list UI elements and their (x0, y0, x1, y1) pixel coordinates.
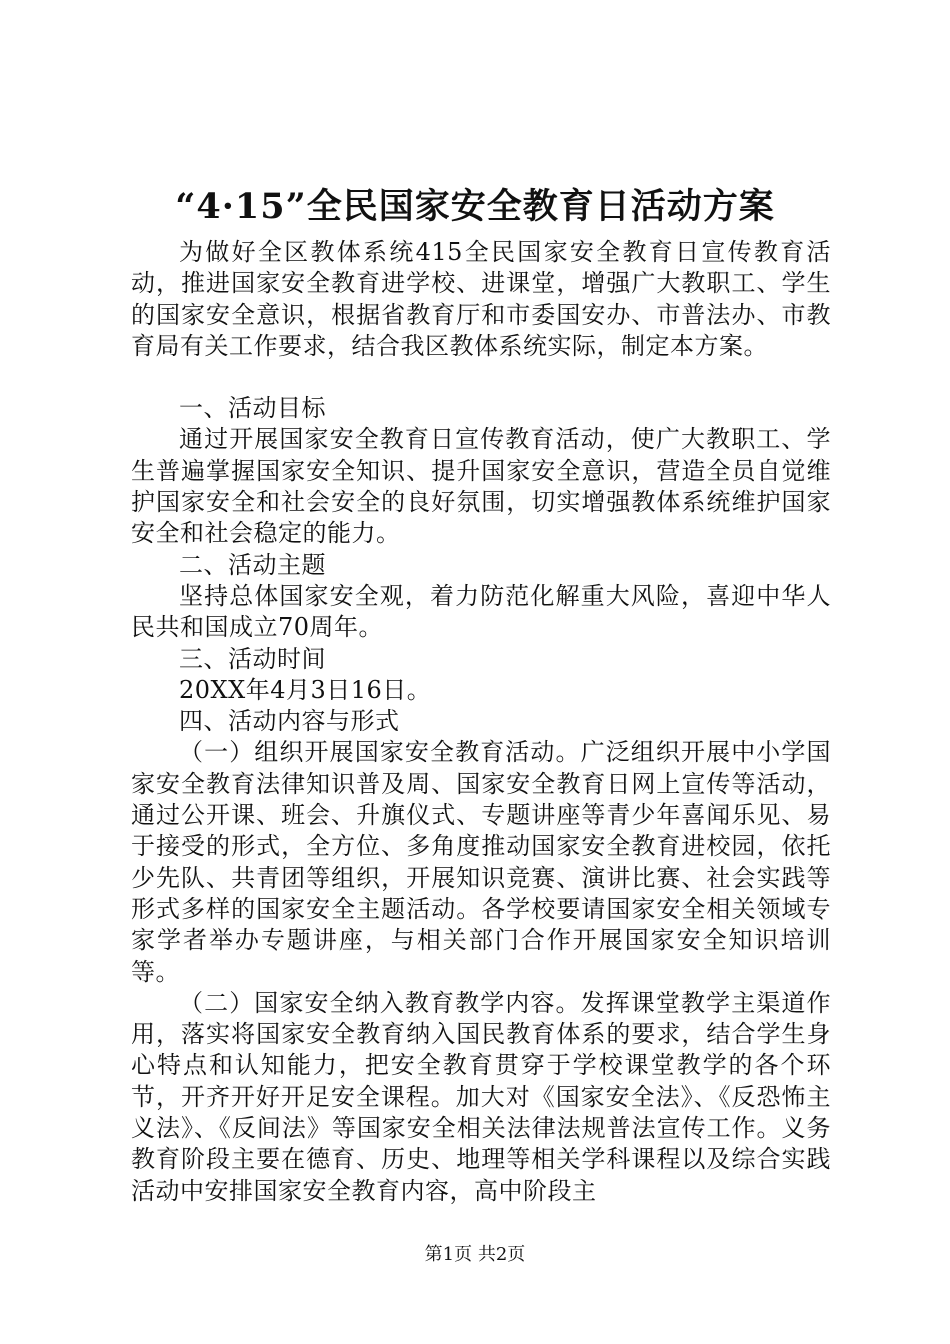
section-heading-goals: 一、活动目标 (179, 394, 326, 423)
paragraph-spacer (131, 362, 831, 393)
content-item-two: （二）国家安全纳入教育教学内容。发挥课堂教学主渠道作用，落实将国家安全教育纳入国民教育体系的要求，结合学生身心特点和认知能力，把安全教育贯穿于学校课堂教学的各个环节，开齐开好开足安全课程。加大对《国家安全法》、《反恐怖主义法》、《反间法》等国家安全相关法律法规普法宣传工作。义务教育阶段主要在德育、历史、地理等相关学科课程以及综合实践活动中安排国家安全教育内容，高中阶段主 (131, 988, 831, 1205)
theme-paragraph: 坚持总体国家安全观，着力防范化解重大风险，喜迎中华人民共和国成立70周年。 (131, 581, 831, 642)
page-number-footer: 第1页 共2页 (424, 1244, 526, 1265)
goals-paragraph: 通过开展国家安全教育日宣传教育活动，使广大教职工、学生普遍掌握国家安全知识、提升国家安全意识，营造全员自觉维护国家安全和社会安全的良好氛围，切实增强教体系统维护国家安全和社会稳定的能力。 (131, 425, 831, 548)
section-heading-theme: 二、活动主题 (179, 550, 326, 579)
document-body (131, 237, 831, 1207)
intro-paragraph: 为做好全区教体系统415全民国家安全教育日宣传教育活动，推进国家安全教育进学校、进课堂，增强广大教职工、学生的国家安全意识，根据省教育厅和市委国安办、市普法办、市教育局有关工作要求，结合我区教体系统实际，制定本方案。 (131, 238, 831, 360)
content-item-one: （一）组织开展国家安全教育活动。广泛组织开展中小学国家安全教育法律知识普及周、国家安全教育日网上宣传等活动，通过公开课、班会、升旗仪式、专题讲座等青少年喜闻乐见、易于接受的形式，全方位、多角度推动国家安全教育进校园，依托少先队、共青团等组织，开展知识竞赛、演讲比赛、社会实践等形式多样的国家安全主题活动。各学校要请国家安全相关领域专家学者举办专题讲座，与相关部门合作开展国家安全知识培训等。 (131, 738, 831, 986)
section-heading-time: 三、活动时间 (179, 644, 326, 673)
time-paragraph: 20XX年4月3日16日。 (179, 675, 432, 704)
document-title: “4·15”全民国家安全教育日活动方案 (175, 186, 775, 227)
section-heading-content: 四、活动内容与形式 (179, 707, 400, 736)
